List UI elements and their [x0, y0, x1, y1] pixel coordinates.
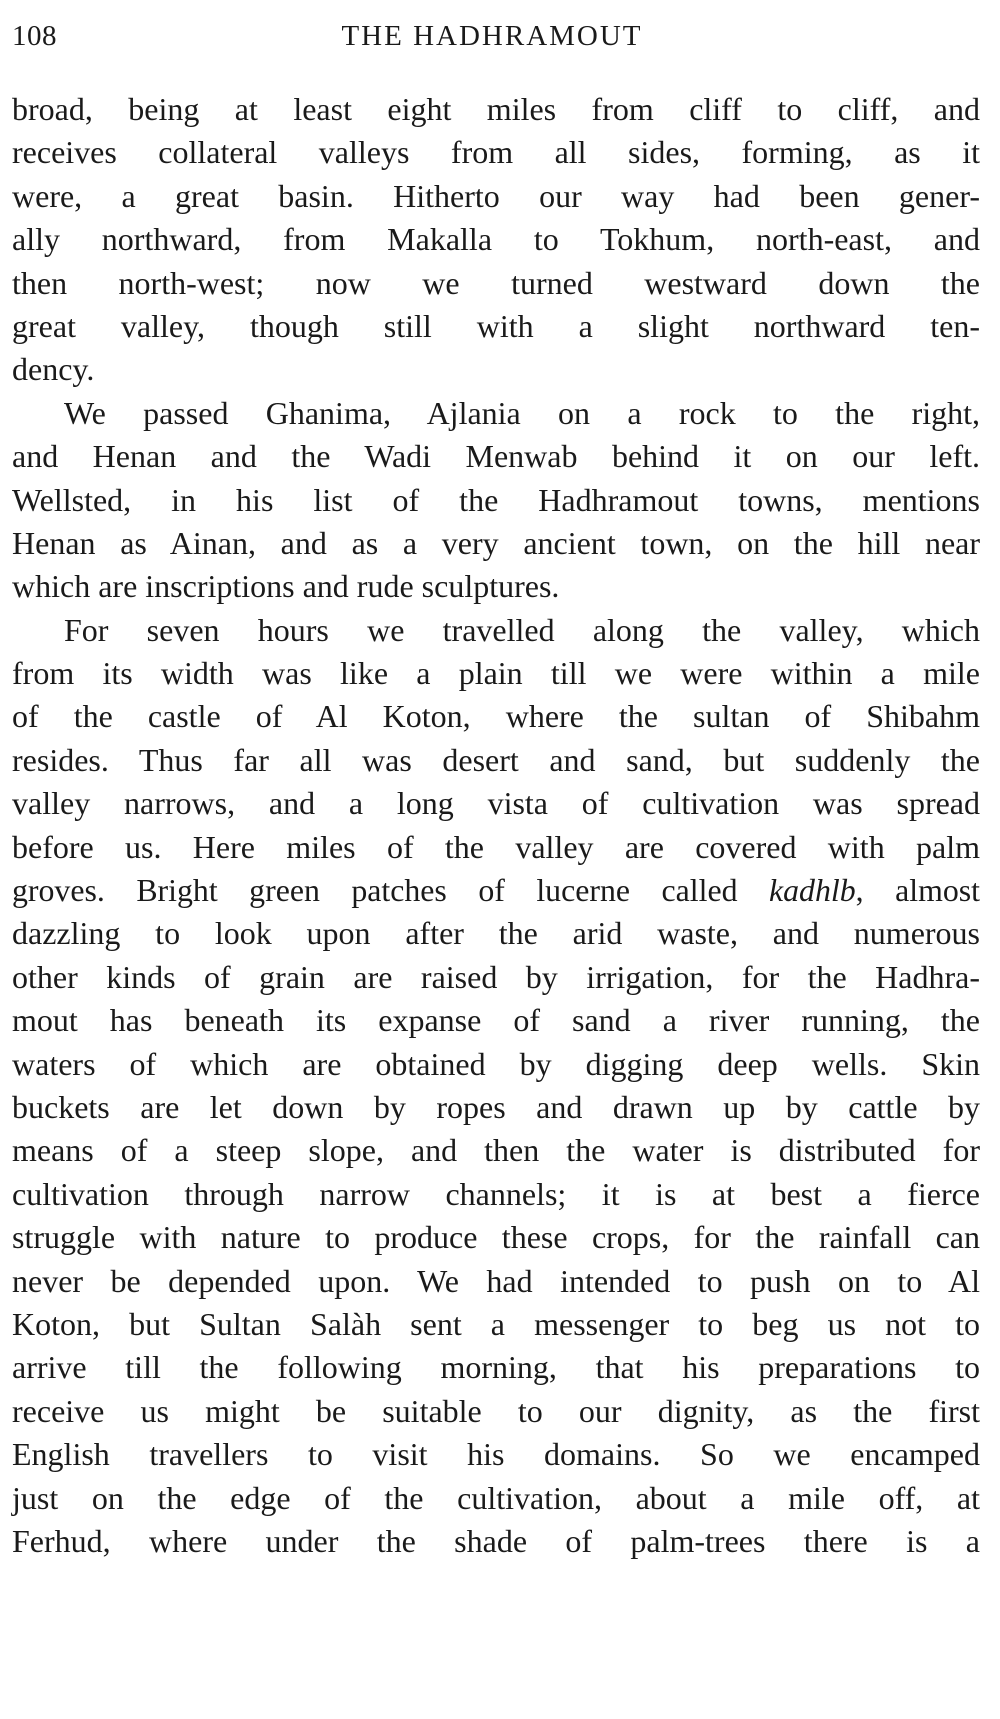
- text-line: valley narrows, and a long vista of cultivation was spread: [12, 785, 980, 822]
- running-head: [12, 20, 972, 60]
- text-line: just on the edge of the cultivation, about a mile off, at: [12, 1479, 980, 1516]
- text-line: from its width was like a plain till we were within a mile: [12, 655, 980, 692]
- text-line: receives collateral valleys from all sides, forming, as it: [12, 134, 980, 171]
- text-segment: , almost: [855, 873, 980, 909]
- text-line: resides. Thus far all was desert and sand, but suddenly the: [12, 741, 980, 778]
- page-number: 108: [12, 20, 57, 52]
- paragraph-1: [12, 88, 980, 392]
- text-line: cultivation through narrow channels; it is at best a fierce: [12, 1175, 980, 1212]
- text-line: Wellsted, in his list of the Hadhramout towns, mentions: [12, 481, 980, 518]
- paragraph-2: [12, 392, 980, 609]
- text-line: dazzling to look upon after the arid waste, and numerous: [12, 915, 980, 952]
- text-line: arrive till the following morning, that his preparations to: [12, 1349, 980, 1386]
- text-line: means of a steep slope, and then the water is distributed for: [12, 1132, 980, 1169]
- text-line: and Henan and the Wadi Menwab behind it on our left.: [12, 438, 980, 475]
- text-line: receive us might be suitable to our dignity, as the first: [12, 1392, 980, 1429]
- text-line: ally northward, from Makalla to Tokhum, north-east, and: [12, 221, 980, 258]
- text-line-with-italic: [12, 869, 980, 912]
- text-line: We passed Ghanima, Ajlania on a rock to the right,: [64, 394, 980, 431]
- text-line: Koton, but Sultan Salàh sent a messenger to beg us not to: [12, 1305, 980, 1342]
- text-line: For seven hours we travelled along the valley, which: [64, 611, 980, 648]
- text-line: of the castle of Al Koton, where the sultan of Shibahm: [12, 698, 980, 735]
- body-text: [12, 88, 980, 1563]
- text-line: which are inscriptions and rude sculptures.: [12, 568, 560, 605]
- text-line: great valley, though still with a slight northward ten-: [12, 307, 980, 344]
- text-segment: groves. Bright green patches of lucerne called: [12, 873, 769, 909]
- italic-term: kadhlb: [769, 873, 856, 909]
- text-line: before us. Here miles of the valley are covered with palm: [12, 828, 980, 865]
- text-line: waters of which are obtained by digging deep wells. Skin: [12, 1045, 980, 1082]
- running-title: THE HADHRAMOUT: [341, 20, 643, 52]
- text-line: were, a great basin. Hitherto our way had been gener-: [12, 177, 980, 214]
- text-line: mout has beneath its expanse of sand a river running, the: [12, 1002, 980, 1039]
- text-line: then north-west; now we turned westward down the: [12, 264, 980, 301]
- text-line: Ferhud, where under the shade of palm-trees there is a: [12, 1522, 980, 1559]
- text-line: never be depended upon. We had intended to push on to Al: [12, 1262, 980, 1299]
- text-line: other kinds of grain are raised by irrigation, for the Hadhra-: [12, 958, 980, 995]
- text-line: broad, being at least eight miles from cliff to cliff, and: [12, 91, 980, 127]
- text-line: buckets are let down by ropes and drawn up by cattle by: [12, 1088, 980, 1125]
- text-line: dency.: [12, 351, 95, 388]
- text-line: struggle with nature to produce these crops, for the rainfall can: [12, 1219, 980, 1256]
- text-line: Henan as Ainan, and as a very ancient town, on the hill near: [12, 524, 980, 561]
- text-line: English travellers to visit his domains. So we encamped: [12, 1436, 980, 1473]
- paragraph-3: [12, 609, 980, 1564]
